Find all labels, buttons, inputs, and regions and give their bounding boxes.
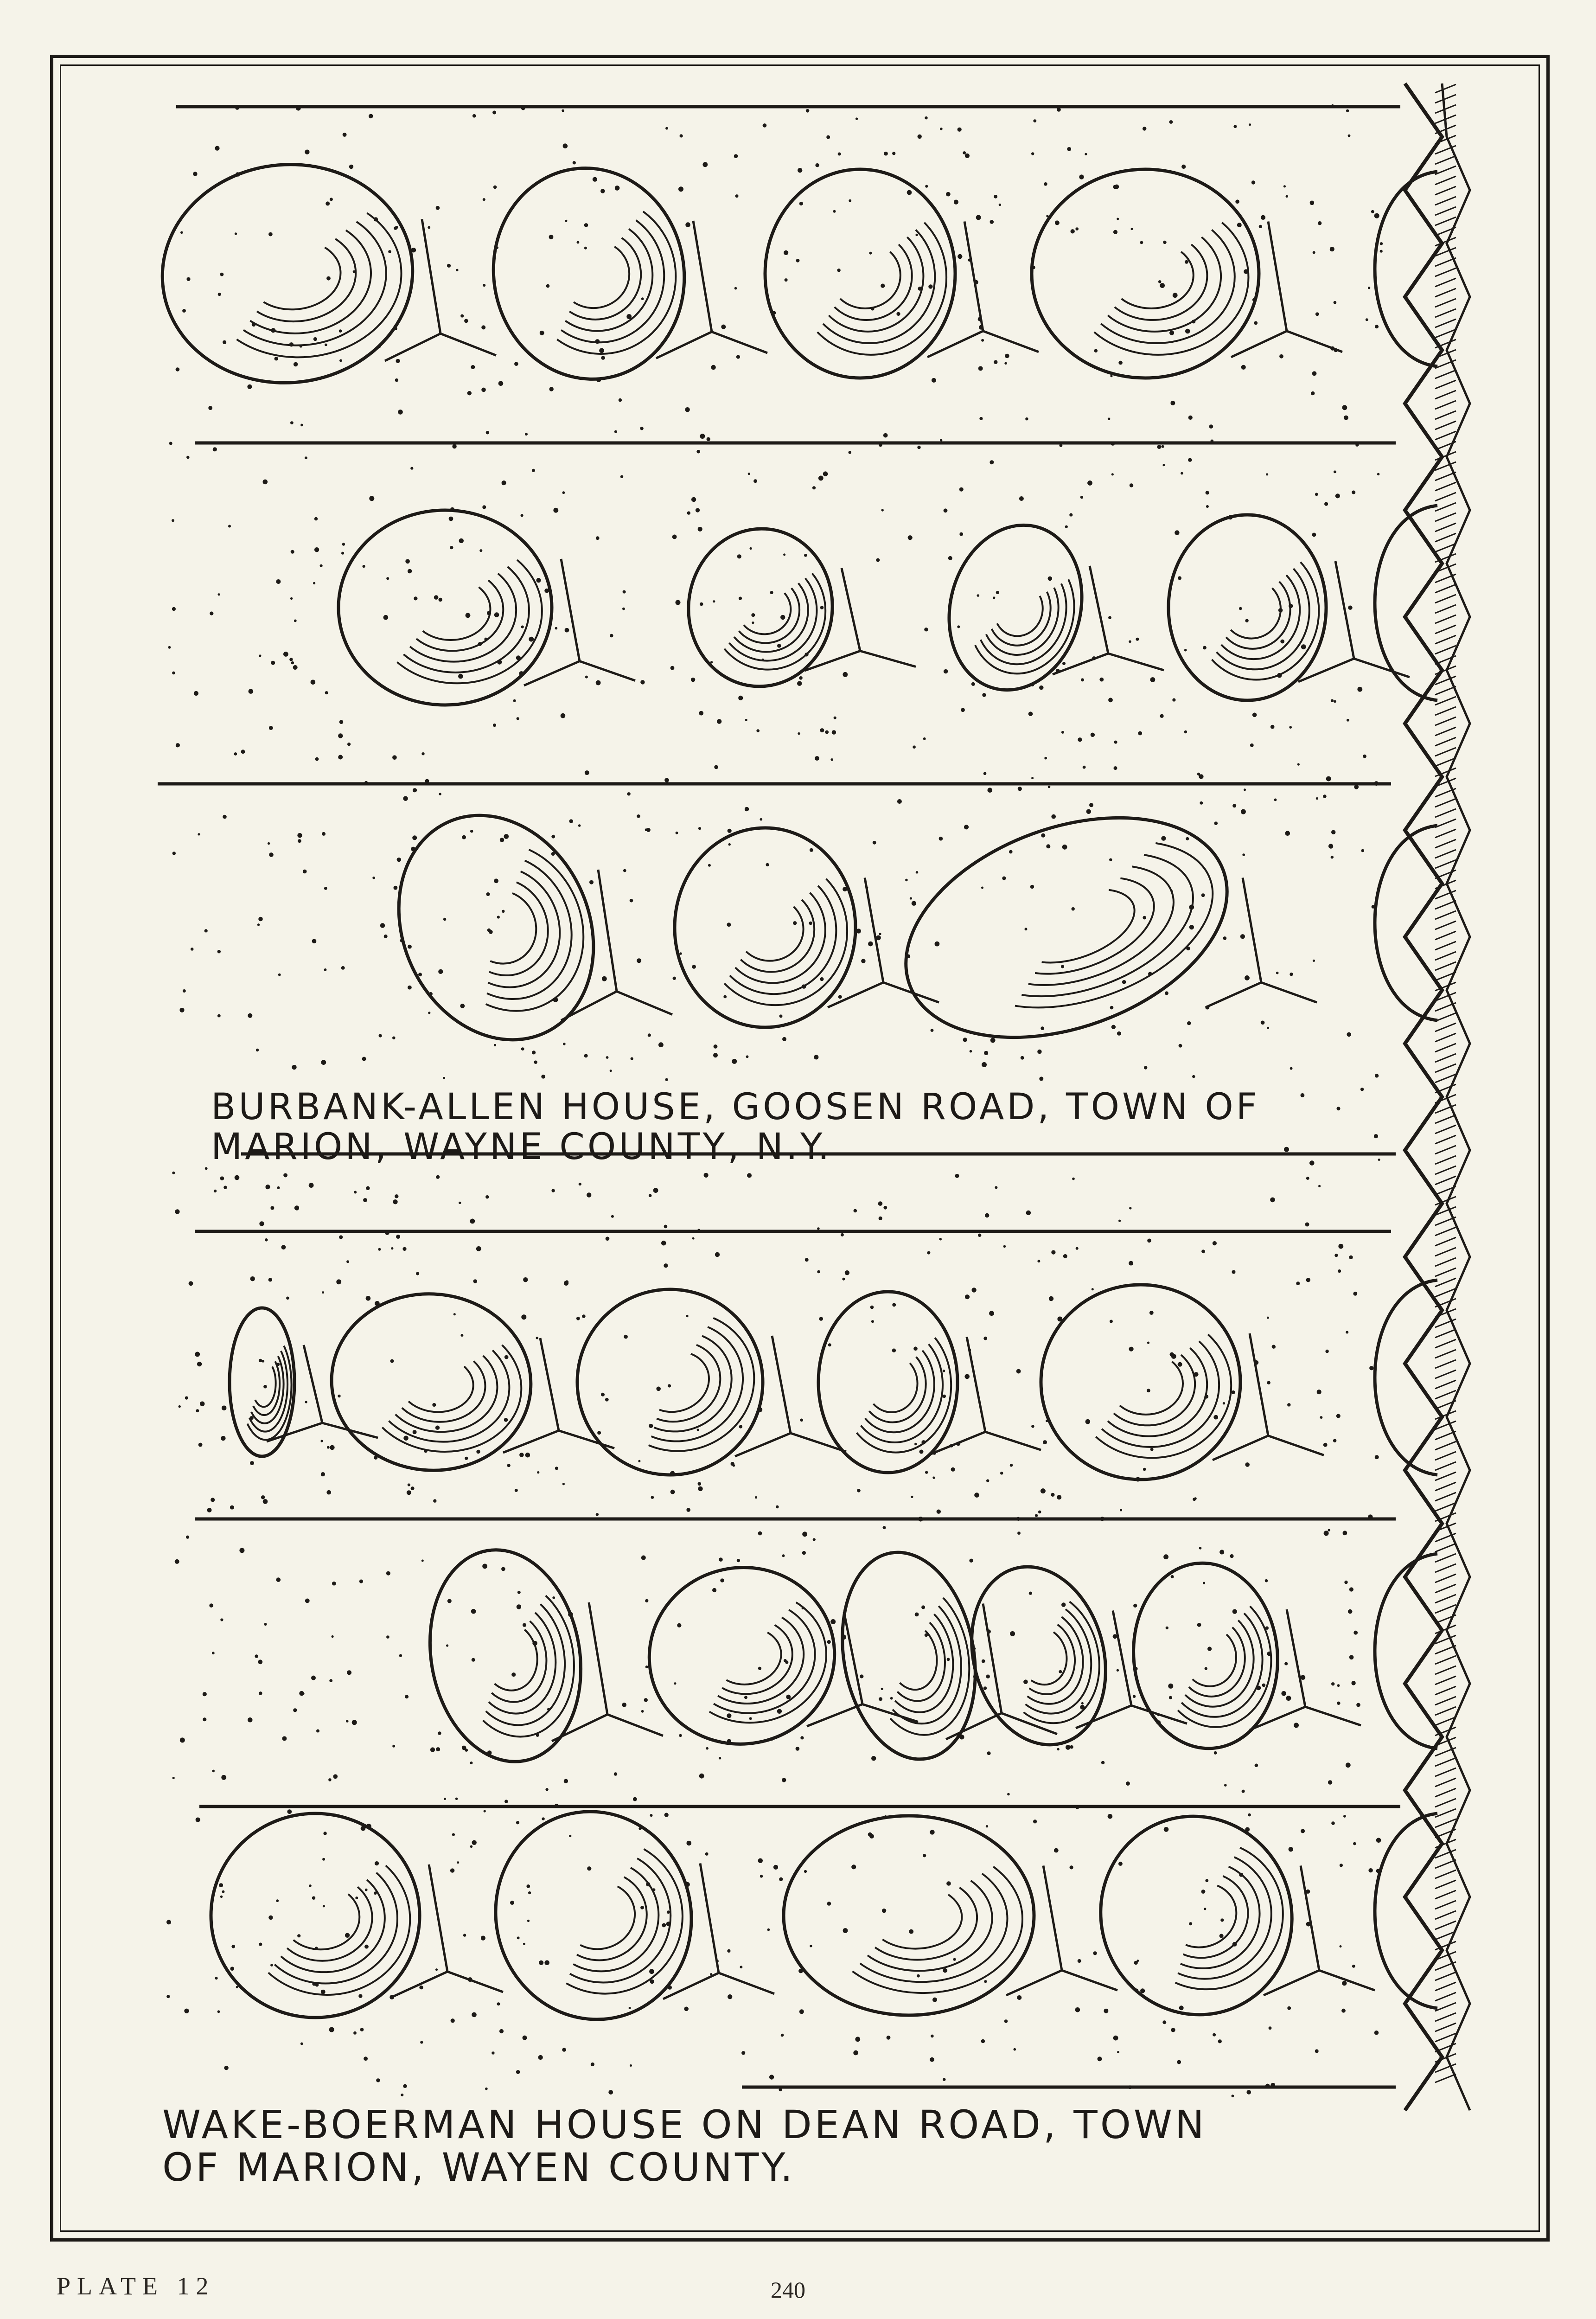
plate-label: PLATE 12 [57,2272,215,2300]
caption-wake-line2: OF MARION, WAYEN COUNTY. [162,2145,796,2191]
caption-burbank-line2: MARION, WAYNE COUNTY, N.Y. [211,1126,832,1168]
caption-burbank-allen [211,1088,1260,1167]
quoin-edge [1405,83,1470,2110]
caption-wake-line1: WAKE-BOERMAN HOUSE ON DEAN ROAD, TOWN [162,2102,1207,2147]
caption-burbank-line1: BURBANK-ALLEN HOUSE, GOOSEN ROAD, TOWN OF [211,1086,1260,1128]
page-number: 240 [771,2277,805,2303]
caption-wake-boerman [162,2103,1207,2189]
